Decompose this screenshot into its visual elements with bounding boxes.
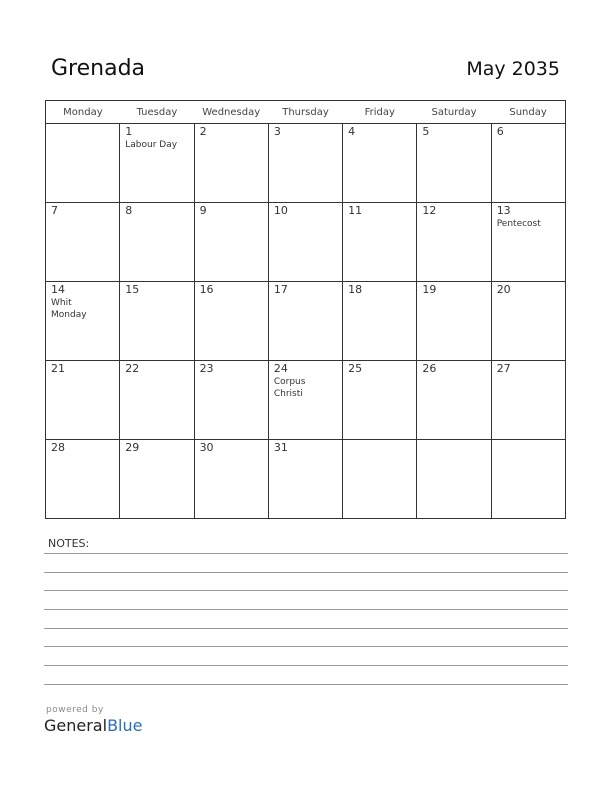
brand-name-blue: Blue	[107, 716, 143, 735]
day-number: 7	[51, 204, 58, 217]
notes-line	[44, 609, 568, 610]
brand-name-general: General	[44, 716, 108, 735]
country-title: Grenada	[51, 56, 146, 81]
day-cell	[194, 203, 268, 282]
day-number: 30	[199, 441, 214, 454]
week-row	[46, 124, 566, 203]
notes-line	[44, 572, 568, 573]
weekday-header: Wednesday	[194, 101, 268, 124]
day-cell	[120, 440, 194, 519]
weekday-header: Monday	[46, 101, 120, 124]
day-cell	[417, 124, 491, 203]
weekday-header: Sunday	[491, 101, 565, 124]
day-number: 17	[273, 283, 288, 296]
day-cell	[268, 203, 342, 282]
powered-by-text: powered by	[46, 705, 104, 715]
day-number: 1	[125, 125, 133, 138]
day-cell	[120, 282, 194, 361]
day-cell	[46, 361, 120, 440]
holiday-label: Whit Monday	[51, 298, 87, 320]
weekday-header: Thursday	[268, 101, 342, 124]
week-row	[46, 440, 566, 519]
day-cell	[46, 203, 120, 282]
day-number: 15	[125, 283, 140, 296]
brand-logo	[44, 705, 142, 735]
notes-line	[44, 665, 568, 666]
day-number: 21	[51, 362, 65, 375]
day-number: 9	[199, 204, 207, 217]
day-number: 6	[496, 125, 504, 138]
day-number: 22	[125, 362, 140, 375]
day-cell	[194, 124, 268, 203]
day-cell	[417, 361, 491, 440]
day-number: 29	[125, 441, 140, 454]
notes-line	[44, 628, 568, 629]
day-cell	[491, 203, 565, 282]
day-cell	[343, 282, 417, 361]
day-cell	[120, 203, 194, 282]
day-cell	[417, 282, 491, 361]
holiday-label: Pentecost	[496, 219, 541, 229]
day-number: 18	[348, 283, 363, 296]
day-number: 19	[422, 283, 437, 296]
day-number: 10	[273, 204, 288, 217]
weekday-header: Tuesday	[120, 101, 194, 124]
day-number: 24	[273, 362, 288, 375]
weekday-header: Saturday	[417, 101, 491, 124]
notes-line	[44, 590, 568, 591]
day-cell	[343, 203, 417, 282]
day-cell	[343, 361, 417, 440]
day-cell	[417, 203, 491, 282]
day-number: 3	[273, 125, 281, 138]
day-cell	[491, 361, 565, 440]
day-cell	[194, 361, 268, 440]
day-cell	[46, 124, 120, 203]
notes-label: NOTES:	[48, 537, 90, 550]
day-cell	[491, 124, 565, 203]
holiday-label: Corpus Christi	[273, 377, 306, 399]
day-cell	[343, 124, 417, 203]
day-number: 23	[199, 362, 214, 375]
day-number: 28	[51, 441, 65, 454]
week-row	[46, 282, 566, 361]
day-number: 16	[199, 283, 214, 296]
weekday-header: Friday	[343, 101, 417, 124]
brand-name	[44, 716, 142, 735]
week-row	[46, 361, 566, 440]
day-number: 5	[422, 125, 430, 138]
day-cell	[268, 282, 342, 361]
day-number: 25	[348, 362, 363, 375]
weekday-header-row	[46, 101, 566, 124]
month-year-title: May 2035	[466, 58, 560, 80]
day-number: 2	[199, 125, 207, 138]
day-number: 31	[273, 441, 288, 454]
day-cell	[268, 440, 342, 519]
day-cell	[268, 361, 342, 440]
day-cell	[491, 440, 565, 519]
day-cell	[120, 124, 194, 203]
day-cell	[46, 282, 120, 361]
notes-line	[44, 684, 568, 685]
day-number: 11	[348, 204, 363, 217]
day-cell	[417, 440, 491, 519]
day-number: 12	[422, 204, 437, 217]
day-number: 13	[496, 204, 511, 217]
day-cell	[268, 124, 342, 203]
calendar-grid	[45, 100, 566, 519]
notes-line	[44, 646, 568, 647]
day-cell	[194, 440, 268, 519]
day-number: 26	[422, 362, 437, 375]
day-cell	[46, 440, 120, 519]
day-number: 4	[348, 125, 356, 138]
day-cell	[194, 282, 268, 361]
day-number: 8	[125, 204, 133, 217]
day-cell	[343, 440, 417, 519]
day-number: 20	[496, 283, 511, 296]
day-number: 27	[496, 362, 511, 375]
day-cell	[491, 282, 565, 361]
notes-line	[44, 553, 568, 554]
day-cell	[120, 361, 194, 440]
holiday-label: Labour Day	[125, 140, 178, 150]
day-number: 14	[51, 283, 65, 296]
week-row	[46, 203, 566, 282]
